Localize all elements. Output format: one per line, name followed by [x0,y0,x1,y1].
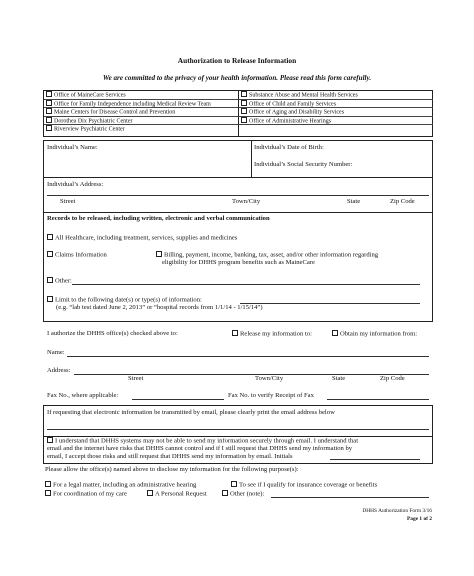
town-label: Town/City [255,375,284,382]
option-all-healthcare[interactable]: All Healthcare, including treatment, services, supplies and medicines [47,234,237,242]
checkbox[interactable] [45,490,51,496]
checkbox[interactable] [156,251,162,257]
checkbox[interactable] [46,91,52,97]
billing-continued: eligibility for DHHS program benefits such as MaineCare [162,259,315,266]
purpose-coordination[interactable]: For coordination of my care [45,490,127,498]
authorize-text: I authorize the DHHS office(s) checked above to: [47,330,178,337]
divider [44,177,432,178]
office-option[interactable]: Office of Child and Family Services [239,100,433,109]
town-label: Town/City [232,198,261,205]
divider [251,141,252,177]
option-claims[interactable]: Claims Information [47,251,107,259]
office-option[interactable]: Dorothea Dix Psychiatric Center [44,117,238,126]
offices-left-column [44,91,238,136]
checkbox[interactable] [46,100,52,106]
checkbox[interactable] [241,91,247,97]
individual-address-field[interactable]: Individual’s Address: [47,181,104,188]
verify-fax-label: Fax No. to verify Receipt of Fax [228,392,314,399]
option-billing[interactable]: Billing, payment, income, banking, tax, asset, and/or other information regarding [156,251,378,259]
initials-line[interactable] [330,459,420,460]
checkbox[interactable] [47,437,53,443]
page-number: Page 1 of 2 [406,516,432,522]
empty-row [239,125,433,133]
verify-fax-line[interactable] [327,399,429,400]
office-option[interactable]: Office of Aging and Disability Services [239,108,433,117]
state-label: State [332,375,346,382]
purpose-insurance[interactable]: To see if I qualify for insurance coverage or benefits [231,481,377,489]
office-option[interactable]: Office for Family Independence including Medical Review Team [44,100,238,109]
checkbox[interactable] [222,490,228,496]
checkbox[interactable] [47,251,53,257]
fax-label: Fax No., where applicable: [47,392,119,399]
checkbox[interactable] [241,108,247,114]
email-section [43,405,433,437]
purpose-heading: Please allow the office(s) named above to disclose my information for the following purpose(s): [45,466,299,473]
zip-label: Zip Code [380,375,405,382]
checkbox[interactable] [47,277,53,283]
address-line[interactable] [47,195,429,196]
email-address-line[interactable] [47,429,429,430]
recipient-name-line[interactable] [67,356,429,357]
checkbox[interactable] [45,481,51,487]
recipient-name-label: Name: [47,349,65,356]
checkbox[interactable] [47,296,53,302]
checkbox[interactable] [147,490,153,496]
option-other[interactable]: Other: [47,277,72,285]
purpose-other[interactable]: Other (note): [222,490,264,498]
checkbox[interactable] [231,481,237,487]
checkbox[interactable] [332,330,338,336]
individual-records-section [43,140,433,322]
office-option[interactable]: Maine Centers for Disease Control and Prevention [44,108,238,117]
zip-label: Zip Code [390,198,415,205]
email-consent-line2: email and the internet have risks that DHHS cannot control and if I still request that DHHS send my information by [47,445,353,452]
email-consent-option[interactable]: I understand that DHHS systems may not be able to send my information securely through email. I understand that [47,437,358,445]
street-label: Street [60,198,76,205]
form-version: DHHS Authorization Form 3/16 [362,508,432,514]
checkbox[interactable] [241,117,247,123]
individual-name-field[interactable]: Individual’s Name: [47,144,98,151]
office-option[interactable]: Office of MaineCare Services [44,91,238,100]
page-title: Authorization to Release Information [177,56,297,65]
option-obtain[interactable]: Obtain my information from: [332,330,417,338]
checkbox[interactable] [47,234,53,240]
other-line[interactable] [72,284,420,285]
checkbox[interactable] [46,108,52,114]
office-option[interactable]: Riverview Psychiatric Center [44,125,238,133]
checkbox[interactable] [241,100,247,106]
other-purpose-line[interactable] [271,497,429,498]
limit-line[interactable] [240,303,420,304]
email-request-text: If requesting that electronic information be transmitted by email, please clearly print the email address below [47,409,335,416]
offices-right-column [238,91,433,136]
privacy-notice: We are committed to the privacy of your health information. Please read this form carefully. [102,74,372,82]
records-heading: Records to be released, including written, electronic and verbal communication [47,215,270,222]
purpose-personal[interactable]: A Personal Request [147,490,207,498]
checkbox[interactable] [232,330,238,336]
limit-example: (e.g. “lab test dated June 2, 2013” or “hospital records from 1/1/14 - 1/15/14”) [56,304,263,311]
office-option[interactable]: Substance Abuse and Mental Health Services [239,91,433,100]
email-consent-box [43,435,433,464]
divider [44,212,432,213]
fax-line[interactable] [132,399,224,400]
checkbox[interactable] [46,117,52,123]
street-label: Street [128,375,144,382]
checkbox[interactable] [46,125,52,131]
email-consent-line3: email, I accept those risks and still request that DHHS send my information by email. Initials [47,453,293,460]
individual-ssn-field[interactable]: Individual’s Social Security Number: [254,161,353,168]
state-label: State [347,198,361,205]
offices-table [43,90,433,137]
option-limit[interactable]: Limit to the following date(s) or type(s) of information: [47,296,202,304]
purpose-legal[interactable]: For a legal matter, including an administrative hearing [45,481,196,489]
recipient-address-label: Address: [47,367,71,374]
option-release[interactable]: Release my information to: [232,330,312,338]
individual-dob-field[interactable]: Individual’s Date of Birth: [254,144,324,151]
office-option[interactable]: Office of Administrative Hearings [239,117,433,126]
